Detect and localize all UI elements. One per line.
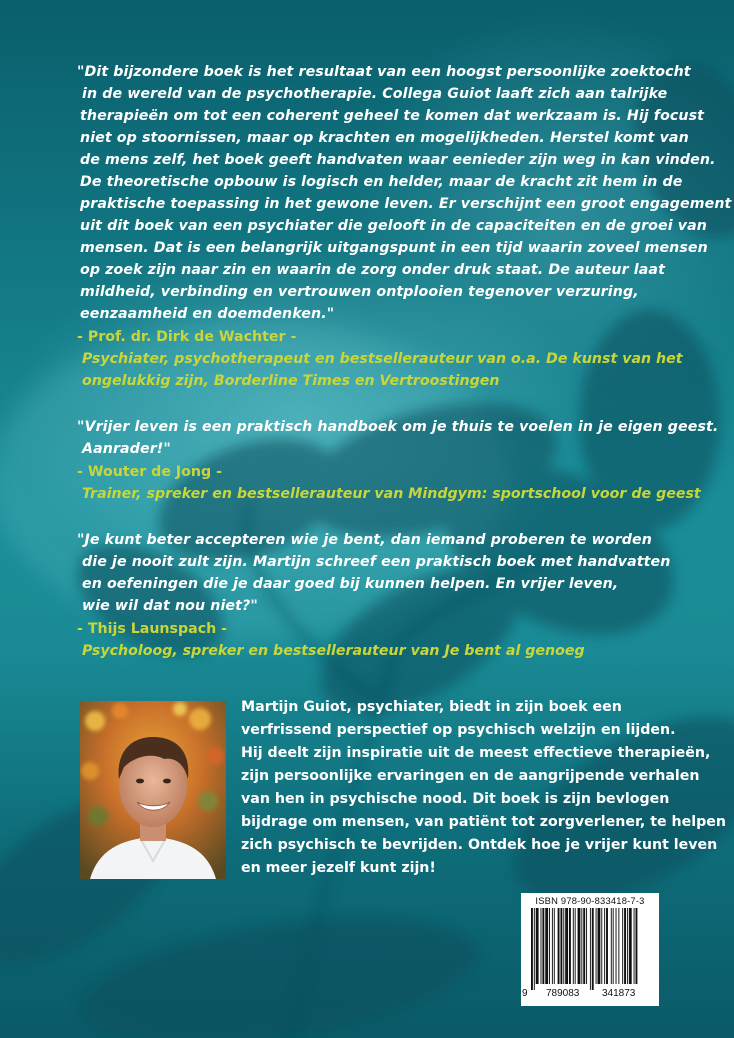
barcode-bar xyxy=(581,908,582,984)
barcode-bar xyxy=(618,908,619,984)
barcode-digits-left: 789083 xyxy=(546,988,580,999)
bio-line: en meer jezelf kunt zijn! xyxy=(241,860,436,876)
barcode-bar xyxy=(560,908,562,984)
barcode-bar xyxy=(569,908,571,984)
barcode-bar xyxy=(541,908,542,984)
quote-1-line: therapieën om tot een coherent geheel te komen dat werkzaam is. Hij focust xyxy=(80,108,705,124)
barcode-bar xyxy=(627,908,628,984)
bio-line: zijn persoonlijke ervaringen en de aangrijpende verhalen xyxy=(241,768,700,784)
quote-1-author: - Prof. dr. Dirk de Wachter - xyxy=(77,329,297,345)
barcode-bars xyxy=(529,908,653,990)
quote-2-line: Aanrader!" xyxy=(82,441,171,457)
barcode-digit-first: 9 xyxy=(522,988,528,999)
barcode-bar xyxy=(545,908,548,984)
quote-2-role: Trainer, spreker en bestsellerauteur van Mindgym: sportschool voor de geest xyxy=(82,486,701,502)
barcode-bar xyxy=(592,908,594,990)
quote-1-line: praktische toepassing in het gewone leven. Er verschijnt een groot engagement xyxy=(80,196,732,212)
quote-3-line: en oefeningen die je daar goed bij kunnen helpen. En vrijer leven, xyxy=(82,576,619,592)
barcode-bar xyxy=(536,908,539,984)
bio-line: verfrissend perspectief op psychisch welzijn en lijden. xyxy=(241,722,676,738)
barcode-bar xyxy=(634,908,635,984)
barcode-bar xyxy=(601,908,602,984)
barcode-bar xyxy=(578,908,581,984)
barcode-bar xyxy=(531,908,533,990)
barcode-bar xyxy=(613,908,614,984)
barcode-bar xyxy=(534,908,535,990)
quote-1-line: de mens zelf, het boek geeft handvaten waar eenieder zijn weg in kan vinden. xyxy=(80,152,716,168)
quote-1-line: niet op stoornissen, maar op krachten en mogelijkheden. Herstel komt van xyxy=(80,130,689,146)
barcode-bar xyxy=(624,908,626,984)
isbn-barcode xyxy=(521,893,659,1006)
quote-1-line: De theoretische opbouw is logisch en helder, maar de kracht zit hem in de xyxy=(80,174,683,190)
quote-1-line: in de wereld van de psychotherapie. Collega Guiot laaft zich aan talrijke xyxy=(82,86,668,102)
barcode-bar xyxy=(565,908,568,984)
barcode-bar xyxy=(575,908,576,984)
barcode-bar xyxy=(586,908,587,984)
quote-1-line: "Dit bijzondere boek is het resultaat van een hoogst persoonlijke zoektocht xyxy=(77,64,691,80)
barcode-bar xyxy=(590,908,591,990)
barcode-bar xyxy=(542,908,544,984)
author-photo xyxy=(80,701,226,879)
barcode-bar xyxy=(611,908,612,984)
bio-line: Hij deelt zijn inspiratie uit de meest effectieve therapieën, xyxy=(241,745,711,761)
barcode-bar xyxy=(549,908,550,984)
quote-1-line: mensen. Dat is een belangrijk uitgangspunt in een tijd waarin zoveel mensen xyxy=(80,240,708,256)
quote-3-author: - Thijs Launspach - xyxy=(77,621,228,637)
barcode-bar xyxy=(622,908,623,984)
quote-1-line: uit dit boek van een psychiater die gelooft in de capaciteiten en de groei van xyxy=(80,218,707,234)
barcode-bar xyxy=(583,908,585,984)
bio-line: bijdrage om mensen, van patiënt tot zorgverlener, te helpen xyxy=(241,814,727,830)
quote-1-role: Psychiater, psychotherapeut en bestsellerauteur van o.a. De kunst van het xyxy=(82,351,683,367)
barcode-bar xyxy=(636,908,638,984)
quote-1-role: ongelukkig zijn, Borderline Times en Vertroostingen xyxy=(82,373,500,389)
barcode-bar xyxy=(604,908,605,984)
barcode-bar xyxy=(554,908,555,984)
barcode-bar xyxy=(606,908,608,984)
quote-3-line: wie wil dat nou niet?" xyxy=(82,598,258,614)
bio-line: Martijn Guiot, psychiater, biedt in zijn boek een xyxy=(241,699,622,715)
quote-3-line: die je nooit zult zijn. Martijn schreef een praktisch boek met handvatten xyxy=(82,554,671,570)
barcode-bar xyxy=(596,908,597,984)
barcode-digits-right: 341873 xyxy=(602,988,636,999)
barcode-bar xyxy=(629,908,632,984)
bio-line: van hen in psychische nood. Dit boek is zijn bevlogen xyxy=(241,791,670,807)
barcode-bar xyxy=(573,908,574,984)
quote-1-line: eenzaamheid en doemdenken." xyxy=(80,306,335,322)
bio-line: zich psychisch te bevrijden. Ontdek hoe je vrijer kunt leven xyxy=(241,837,718,853)
isbn-label: ISBN 978-90-833418-7-3 xyxy=(535,895,645,906)
barcode-bar xyxy=(552,908,553,984)
barcode-bar xyxy=(598,908,601,984)
quote-3-line: "Je kunt beter accepteren wie je bent, dan iemand proberen te worden xyxy=(77,532,652,548)
barcode-bar xyxy=(563,908,564,984)
quote-2-line: "Vrijer leven is een praktisch handboek om je thuis te voelen in je eigen geest. xyxy=(77,419,719,435)
barcode-bar xyxy=(558,908,560,984)
quote-1-line: op zoek zijn naar zin en waarin de zorg onder druk staat. De auteur laat xyxy=(80,262,665,278)
barcode-bar xyxy=(616,908,617,984)
quote-3-role: Psycholoog, spreker en bestsellerauteur van Je bent al genoeg xyxy=(82,643,585,659)
quote-1-line: mildheid, verbinding en vertrouwen ontplooien tegenover verzuring, xyxy=(80,284,639,300)
quote-2-author: - Wouter de Jong - xyxy=(77,464,222,480)
